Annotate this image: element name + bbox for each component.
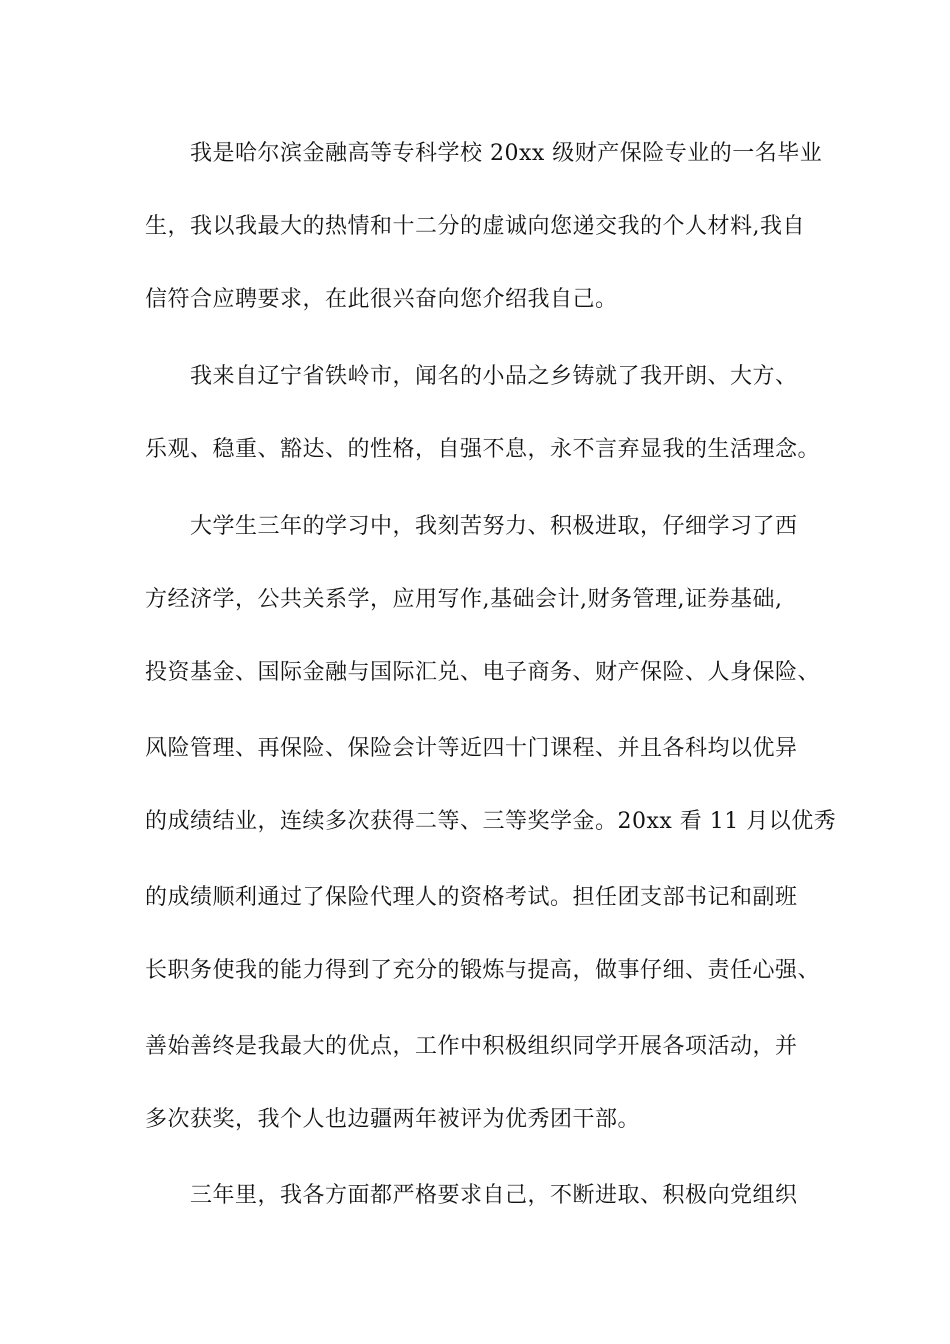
text-line: 乐观、稳重、豁达、的性格，自强不息，永不言弃显我的生活理念。 [145, 437, 821, 462]
text-line: 信符合应聘要求，在此很兴奋向您介绍我自己。 [145, 287, 618, 312]
text-line: 三年里，我各方面都严格要求自己，不断进取、积极向党组织 [190, 1183, 798, 1208]
text-line: 投资基金、国际金融与国际汇兑、电子商务、财产保险、人身保险、 [145, 660, 821, 685]
text-line: 的成绩顺利通过了保险代理人的资格考试。担任团支部书记和副班 [145, 885, 798, 910]
text-line: 方经济学，公共关系学，应用写作,基础会计,财务管理,证券基础, [145, 587, 783, 612]
text-line: 多次获奖，我个人也边疆两年被评为优秀团干部。 [145, 1107, 641, 1132]
text-line: 的成绩结业，连续多次获得二等、三等奖学金。20xx 看 11 月以优秀 [145, 809, 837, 834]
text-line: 我是哈尔滨金融高等专科学校 20xx 级财产保险专业的一名毕业 [190, 141, 823, 166]
text-line: 大学生三年的学习中，我刻苦努力、积极进取，仔细学习了西 [190, 514, 798, 539]
text-line: 我来自辽宁省铁岭市，闻名的小品之乡铸就了我开朗、大方、 [190, 364, 798, 389]
text-line: 生，我以我最大的热情和十二分的虚诚向您递交我的个人材料,我自 [145, 214, 805, 239]
text-line: 善始善终是我最大的优点，工作中积极组织同学开展各项活动，并 [145, 1034, 798, 1059]
text-line: 长职务使我的能力得到了充分的锻炼与提高，做事仔细、责任心强、 [145, 958, 821, 983]
text-line: 风险管理、再保险、保险会计等近四十门课程、并且各科均以优异 [145, 736, 798, 761]
